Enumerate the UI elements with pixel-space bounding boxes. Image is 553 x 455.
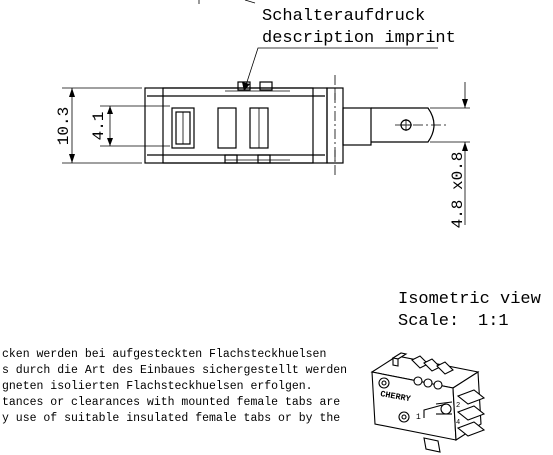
terminal-label-2: 2 (456, 402, 461, 410)
terminal-label-4: 4 (456, 419, 461, 427)
isometric-switch (372, 353, 484, 452)
note-line-2: s durch die Art des Einbaues sichergestellt werden (2, 364, 348, 377)
callout-leader (246, 48, 438, 85)
view-title: Isometric view (398, 290, 541, 309)
switch-side-view (145, 82, 434, 163)
note-line-4: tances or clearances with mounted female tabs are (2, 396, 341, 409)
notes-block (2, 348, 347, 425)
dim-label-4-8x0-8: 4.8 x0.8 (449, 151, 467, 229)
callout-label-en: description imprint (262, 29, 456, 48)
note-line-5: y use of suitable insulated female tabs or by the (2, 412, 341, 425)
brand-marking: CHERRY (379, 389, 412, 405)
terminal-label-1: 1 (416, 413, 421, 422)
dim-label-10-3: 10.3 (55, 106, 73, 146)
scale-label: Scale: (398, 312, 460, 331)
switch-body-inner (163, 88, 313, 163)
dimension-tab (430, 82, 470, 228)
dim-label-4-1: 4.1 (90, 111, 108, 141)
dimension-height-inner (90, 106, 170, 146)
callout-label-de: Schalteraufdruck (262, 7, 426, 26)
note-line-3: gneten isolierten Flachsteckhuelsen erfolgen. (2, 380, 313, 393)
scale-value: 1:1 (478, 312, 509, 331)
clipped-leader (245, 0, 255, 3)
note-line-1: cken werden bei aufgesteckten Flachsteckhuelsen (2, 348, 327, 361)
